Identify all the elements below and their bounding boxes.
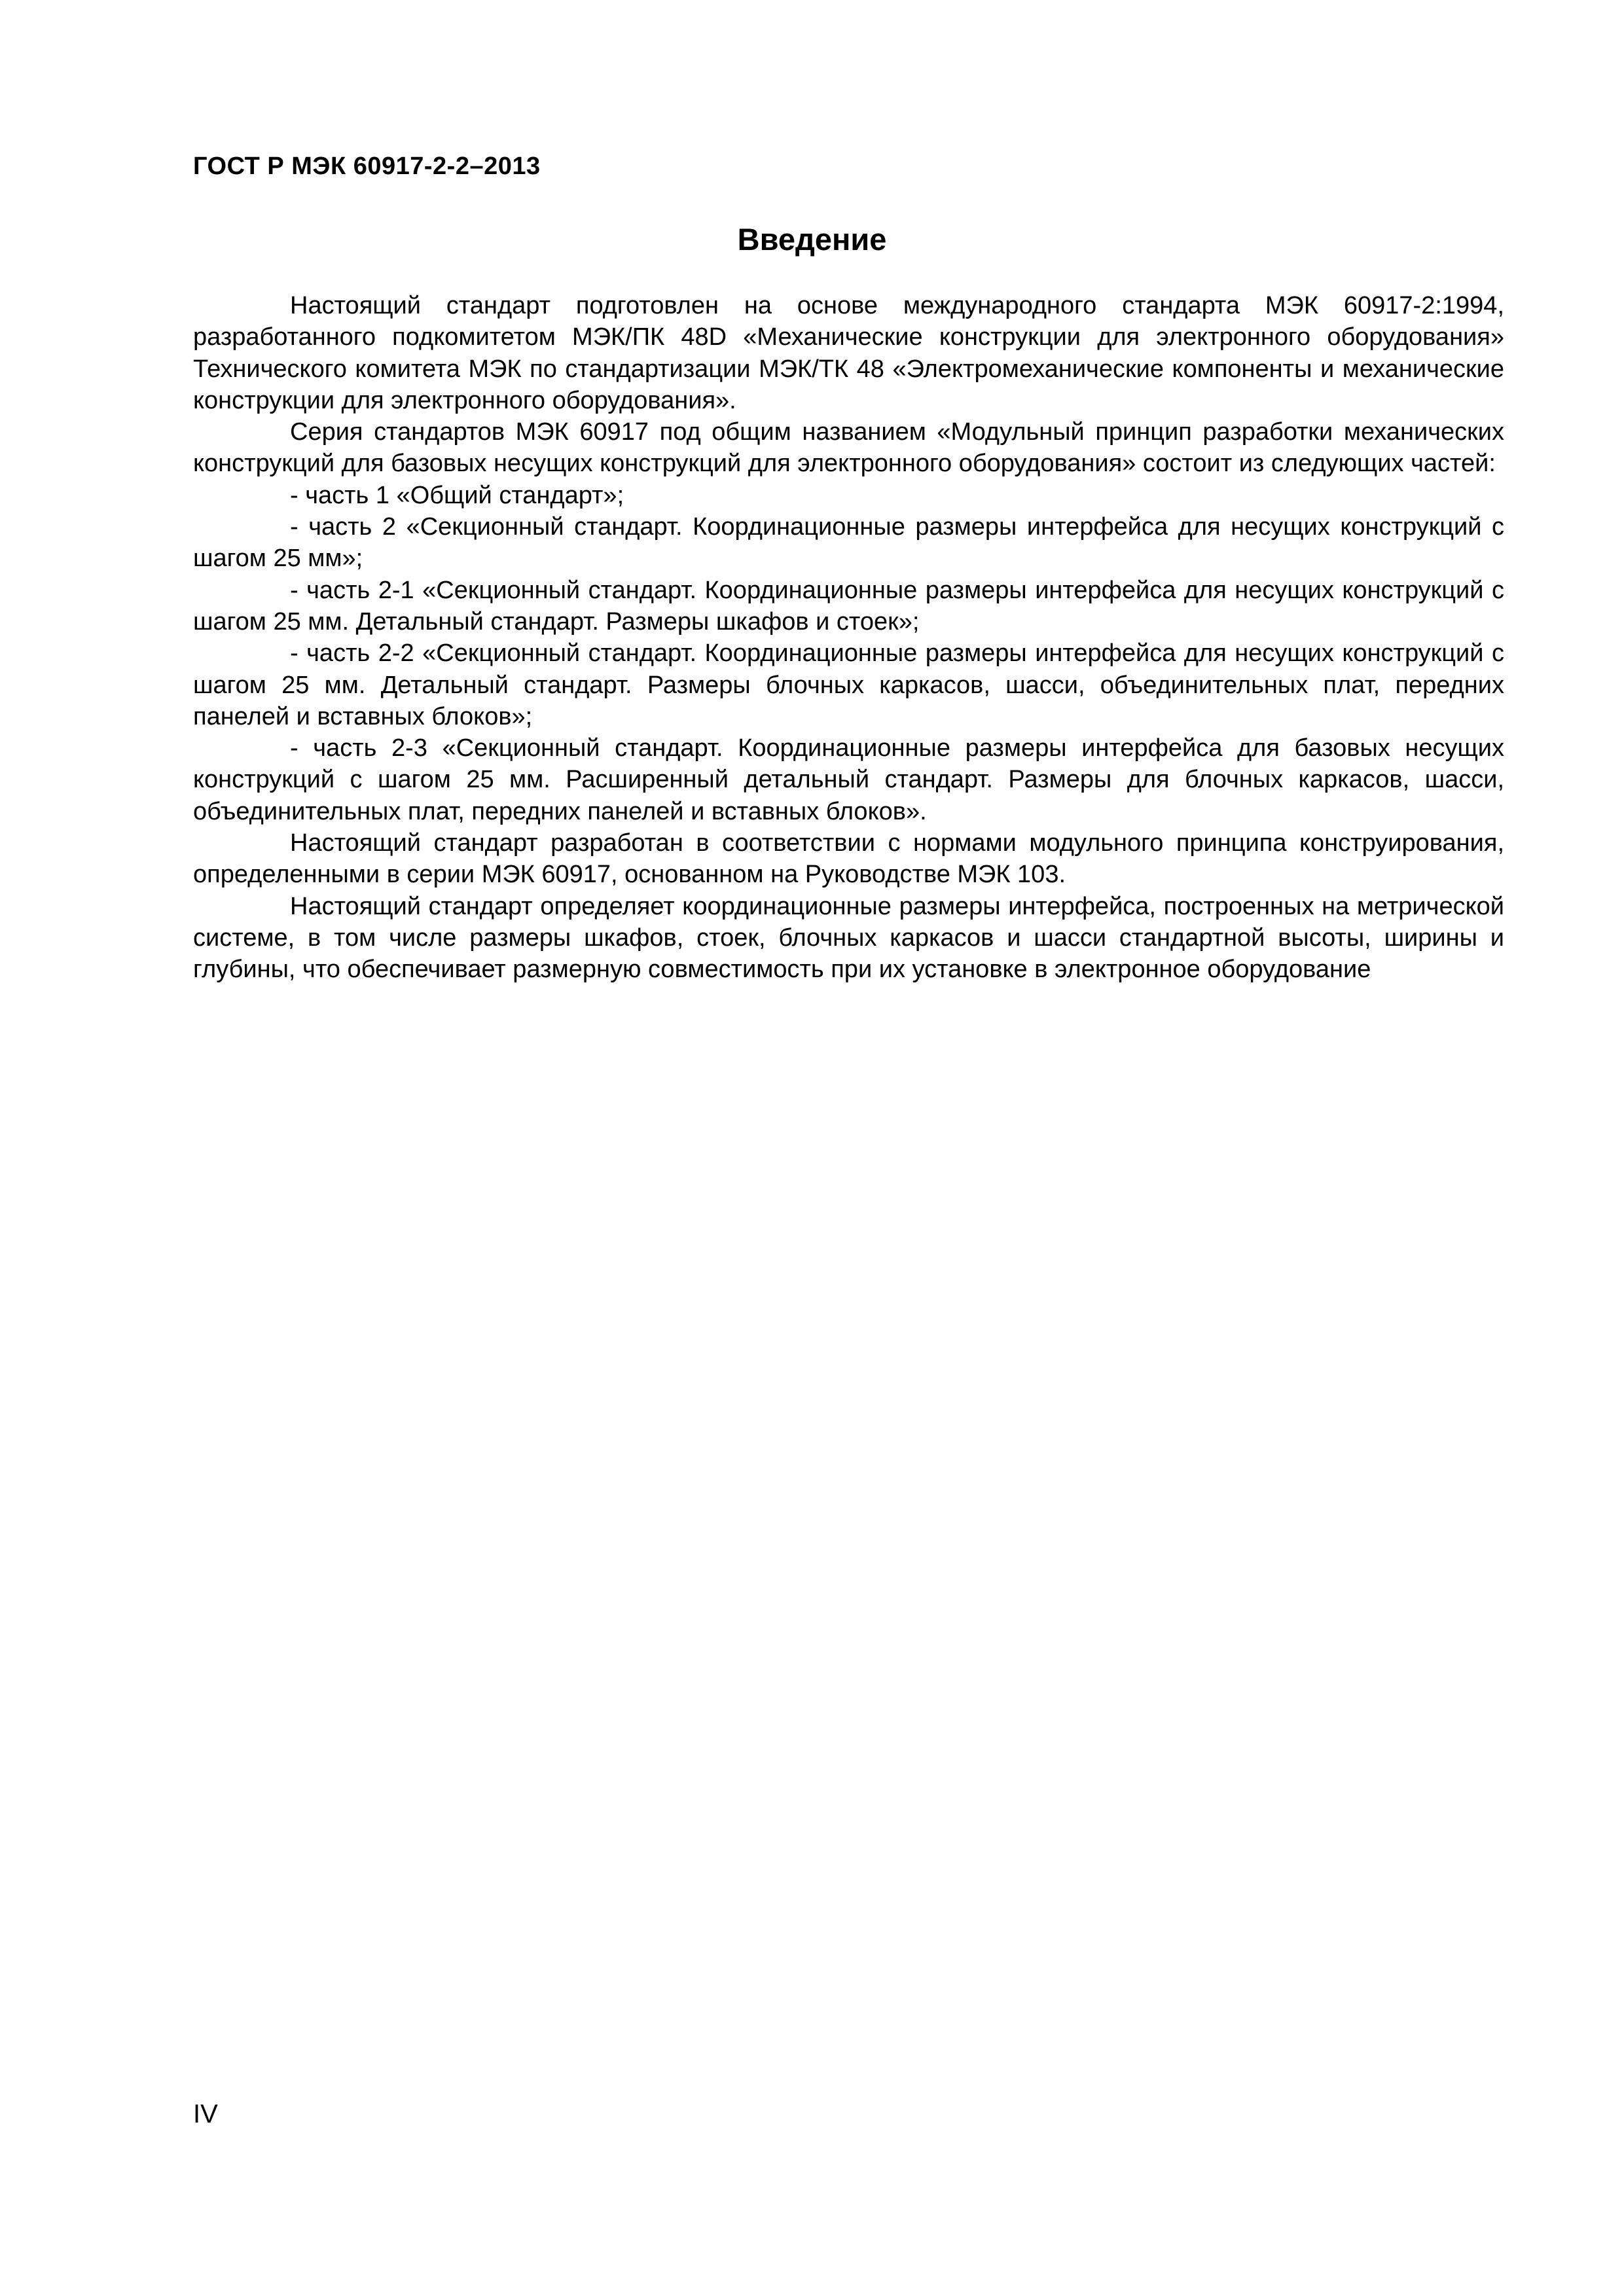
list-item-part-2: - часть 2 «Секционный стандарт. Координационные размеры интерфейса для несущих конструкций с шагом 25 мм»; bbox=[193, 513, 1504, 573]
list-item-part-1: - часть 1 «Общий стандарт»; bbox=[290, 481, 624, 509]
body-text bbox=[193, 290, 1504, 986]
section-title: Введение bbox=[737, 222, 887, 257]
paragraph-development: Настоящий стандарт разработан в соответствии с нормами модульного принципа конструирования, определенными в серии МЭК 60917, основанном на Руководстве МЭК 103. bbox=[193, 829, 1504, 889]
page-number: IV bbox=[193, 2100, 218, 2128]
list-item-part-2-1: - часть 2-1 «Секционный стандарт. Координационные размеры интерфейса для несущих конструкций с шагом 25 мм. Детальный стандарт. Размеры шкафов и стоек»; bbox=[193, 576, 1504, 636]
paragraph-intro: Настоящий стандарт подготовлен на основе международного стандарта МЭК 60917-2:1994, разработанного подкомитетом МЭК/ПК 48D «Механические конструкции для электронного оборудования» Технического комитета МЭК по стандартизации МЭК/ТК 48 «Электромеханические компоненты и механические конструкции для электронного оборудования». bbox=[193, 292, 1504, 414]
list-item-part-2-2: - часть 2-2 «Секционный стандарт. Координационные размеры интерфейса для несущих конструкций с шагом 25 мм. Детальный стандарт. Размеры блочных каркасов, шасси, объединительных плат, передних панелей и вставных блоков»; bbox=[193, 639, 1504, 730]
paragraph-scope: Настоящий стандарт определяет координационные размеры интерфейса, построенных на метрической системе, в том числе размеры шкафов, стоек, блочных каркасов и шасси стандартной высоты, ширины и глубины, что обеспечивает размерную совместимость при их установке в электронное оборудование bbox=[193, 892, 1504, 984]
document-code-header: ГОСТ Р МЭК 60917-2-2–2013 bbox=[193, 152, 541, 180]
list-item-part-2-3: - часть 2-3 «Секционный стандарт. Координационные размеры интерфейса для базовых несущих конструкций с шагом 25 мм. Расширенный детальный стандарт. Размеры для блочных каркасов, шасси, объединительных плат, передних панелей и вставных блоков». bbox=[193, 734, 1504, 825]
paragraph-series: Серия стандартов МЭК 60917 под общим названием «Модульный принцип разработки механических конструкций для базовых несущих конструкций для электронного оборудования» состоит из следующих частей: bbox=[193, 418, 1504, 478]
